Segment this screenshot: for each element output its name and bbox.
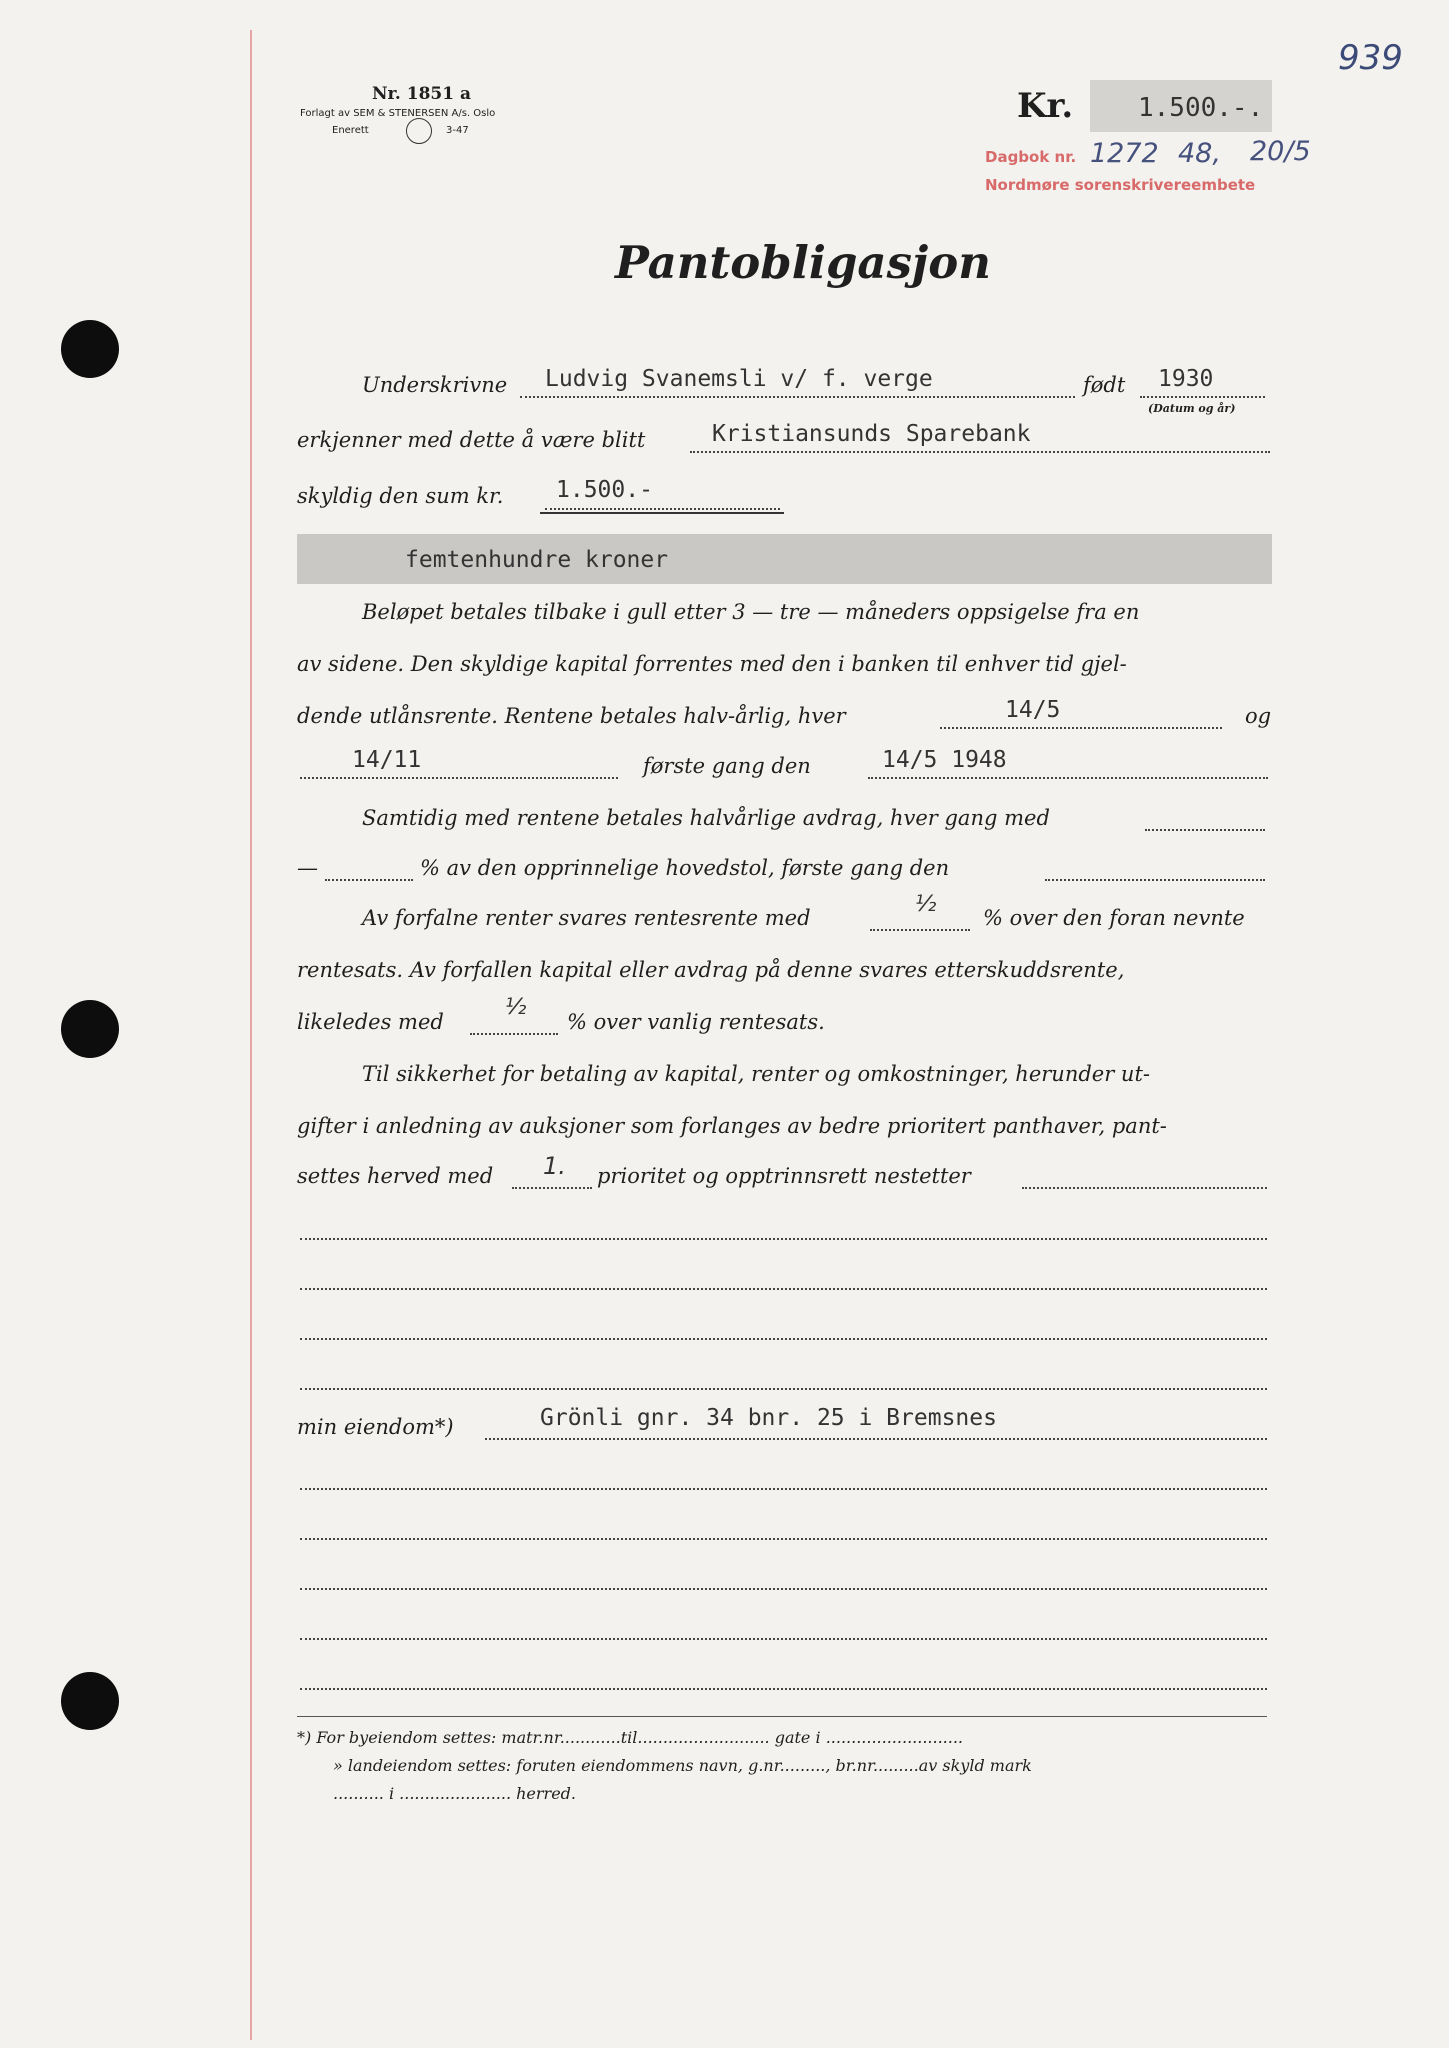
journal-date: 20/5 xyxy=(1250,136,1311,167)
property-description: Grönli gnr. 34 bnr. 25 i Bremsnes xyxy=(540,1405,997,1431)
skyldig-label: skyldig den sum kr. xyxy=(297,484,504,508)
fill-line xyxy=(940,727,1222,729)
fill-line xyxy=(325,879,413,881)
debtor-name: Ludvig Svanemsli v/ f. verge xyxy=(545,366,933,392)
form-number: Nr. 1851 a xyxy=(372,84,472,104)
fill-line xyxy=(300,1688,1267,1690)
body-line: prioritet og opptrinnsrett nestetter xyxy=(597,1164,971,1188)
fill-line xyxy=(470,1033,558,1035)
fill-line xyxy=(1140,396,1265,398)
footnote-divider xyxy=(297,1716,1267,1717)
fill-line xyxy=(300,777,618,779)
amount-value: 1.500.-. xyxy=(1138,93,1264,123)
fodt-label: født xyxy=(1083,373,1126,397)
erkjenner-label: erkjenner med dette å være blitt xyxy=(297,428,646,452)
document-title: Pantobligasjon xyxy=(615,236,991,289)
underline xyxy=(540,512,784,514)
body-line: Til sikkerhet for betaling av kapital, renter og omkostninger, herunder ut- xyxy=(362,1062,1150,1086)
body-dash: — xyxy=(297,856,318,880)
fill-line xyxy=(870,929,970,931)
sum-words: femtenhundre kroner xyxy=(405,547,669,573)
fill-line xyxy=(300,1338,1267,1340)
interest-date-1: 14/5 xyxy=(1005,697,1061,723)
fill-line xyxy=(300,1288,1267,1290)
fill-line xyxy=(300,1238,1267,1240)
fill-line xyxy=(485,1438,1267,1440)
fill-line xyxy=(300,1388,1267,1390)
fill-line xyxy=(520,396,1075,398)
body-line: % over den foran nevnte xyxy=(983,906,1245,930)
fill-line xyxy=(300,1588,1267,1590)
creditor-name: Kristiansunds Sparebank xyxy=(712,421,1031,447)
fill-line xyxy=(545,508,780,510)
interest-date-2: 14/11 xyxy=(352,747,422,773)
body-line: settes herved med xyxy=(297,1164,494,1188)
footnote-line: » landeiendom settes: foruten eiendommens navn, g.nr........., br.nr.........av skyld mark xyxy=(333,1756,1032,1775)
body-line: Samtidig med rentene betales halvårlige avdrag, hver gang med xyxy=(362,806,1050,830)
body-line: rentesats. Av forfallen kapital eller avdrag på denne svares etterskuddsrente, xyxy=(297,958,1125,982)
journal-entry: 1272 xyxy=(1090,138,1159,169)
fill-line xyxy=(512,1187,592,1189)
body-line: % over vanlig rentesats. xyxy=(567,1010,825,1034)
body-line: Av forfalne renter svares rentesrente med xyxy=(362,906,811,930)
kr-label: Kr. xyxy=(1017,86,1074,126)
margin-line xyxy=(250,30,252,2040)
publisher-logo-icon xyxy=(406,118,432,144)
body-line: første gang den xyxy=(643,754,811,778)
fill-line xyxy=(1045,879,1265,881)
publisher-line: Forlagt av SEM & STENERSEN A/s. Oslo xyxy=(300,108,496,119)
body-word-og: og xyxy=(1245,704,1272,728)
footnote-line: *) For byeiendom settes: matr.nr............til.......................... gate i ........................... xyxy=(297,1728,964,1747)
punch-hole xyxy=(61,1672,119,1730)
late-rate: ½ xyxy=(505,995,527,1020)
fill-line xyxy=(868,777,1268,779)
priority-value: 1. xyxy=(543,1152,566,1180)
body-line: dende utlånsrente. Rentene betales halv-årlig, hver xyxy=(297,704,846,728)
fill-line xyxy=(300,1538,1267,1540)
fill-line xyxy=(690,451,1270,453)
datum-note: (Datum og år) xyxy=(1148,402,1236,415)
punch-hole xyxy=(61,320,119,378)
footnote-line: .......... i ...................... herred. xyxy=(333,1784,576,1803)
body-line: % av den opprinnelige hovedstol, første gang den xyxy=(420,856,950,880)
fill-line xyxy=(300,1488,1267,1490)
body-line: av sidene. Den skyldige kapital forrentes med den i banken til enhver tid gjel- xyxy=(297,652,1127,676)
stamp-line2: Nordmøre sorenskrivereembete xyxy=(985,176,1256,194)
body-line: Beløpet betales tilbake i gull etter 3 — tre — måneders oppsigelse fra en xyxy=(362,600,1140,624)
fill-line xyxy=(1145,829,1265,831)
birth-year: 1930 xyxy=(1158,366,1214,392)
body-line: likeledes med xyxy=(297,1010,444,1034)
compound-rate: ½ xyxy=(915,892,937,917)
sum-value: 1.500.- xyxy=(556,477,653,503)
publisher-enerett: Enerett xyxy=(332,125,369,136)
fill-line xyxy=(300,1638,1267,1640)
page-number: 939 xyxy=(1338,38,1403,78)
journal-year: 48, xyxy=(1178,138,1221,169)
fill-line xyxy=(1022,1187,1267,1189)
stamp-line1: Dagbok nr. xyxy=(985,148,1077,166)
underskrivne-label: Underskrivne xyxy=(362,373,508,397)
first-payment-date: 14/5 1948 xyxy=(882,747,1007,773)
body-line: gifter i anledning av auksjoner som forlanges av bedre prioritert panthaver, pant- xyxy=(297,1114,1167,1138)
eiendom-label: min eiendom*) xyxy=(297,1415,454,1439)
punch-hole xyxy=(61,1000,119,1058)
publisher-date: 3-47 xyxy=(446,125,469,136)
